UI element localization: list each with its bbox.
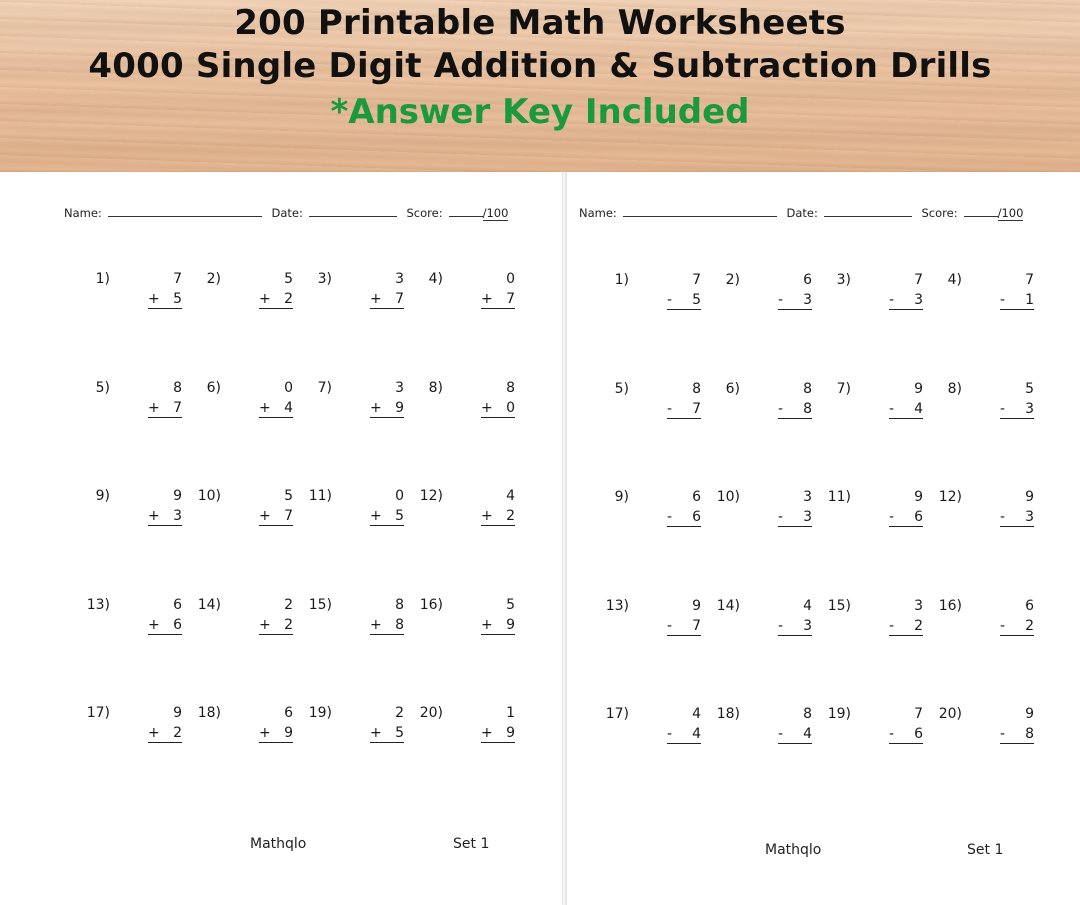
problem-top-operand: 7 bbox=[1025, 272, 1034, 288]
problem-bottom-row bbox=[778, 292, 812, 310]
operator-sign: + bbox=[259, 291, 271, 307]
problem-bottom-operand: 6 bbox=[173, 616, 182, 633]
problem-bottom-row bbox=[667, 509, 701, 527]
problem-top-operand: 6 bbox=[173, 596, 182, 613]
problem-number: 13) bbox=[605, 597, 629, 614]
math-problem bbox=[72, 488, 182, 538]
problem-bottom-operand: 6 bbox=[914, 509, 923, 525]
problem-number: 8) bbox=[947, 380, 962, 397]
problem-bottom-row bbox=[889, 401, 923, 419]
problem-number: 17) bbox=[605, 706, 629, 722]
problem-bottom-row bbox=[1000, 726, 1034, 744]
problem-bottom-operand: 2 bbox=[914, 617, 923, 634]
name-blank bbox=[108, 205, 262, 217]
problem-bottom-row bbox=[778, 618, 812, 636]
problem-top-operand: 8 bbox=[173, 379, 182, 396]
math-problem bbox=[405, 488, 515, 538]
problem-top-operand: 6 bbox=[803, 272, 812, 288]
banner-subtitle: *Answer Key Included bbox=[330, 92, 750, 132]
math-problem bbox=[72, 597, 182, 647]
math-problem bbox=[702, 598, 812, 648]
math-problem bbox=[702, 706, 812, 756]
problem-bottom-operand: 2 bbox=[284, 616, 293, 633]
problem-bottom-row bbox=[1000, 401, 1034, 419]
problem-top-operand: 7 bbox=[914, 706, 923, 722]
problem-bottom-operand: 9 bbox=[506, 725, 515, 741]
problem-top-operand: 5 bbox=[284, 271, 293, 287]
problem-top-operand: 0 bbox=[395, 488, 404, 504]
problem-bottom-operand: 5 bbox=[395, 508, 404, 524]
math-problem bbox=[405, 705, 515, 755]
problem-top-operand: 3 bbox=[395, 271, 404, 287]
date-label: Date: bbox=[271, 206, 303, 220]
math-problem bbox=[924, 706, 1034, 756]
banner-title-line1: 200 Printable Math Worksheets bbox=[234, 3, 846, 43]
math-problem bbox=[294, 597, 404, 647]
problem-bottom-row bbox=[778, 509, 812, 527]
problem-top-operand: 4 bbox=[692, 706, 701, 722]
banner-title-line2: 4000 Single Digit Addition & Subtraction Drills bbox=[88, 46, 992, 86]
problem-bottom-row bbox=[1000, 292, 1034, 310]
name-blank bbox=[623, 205, 777, 217]
operator-sign: + bbox=[370, 616, 382, 633]
problem-bottom-row bbox=[1000, 618, 1034, 636]
problem-bottom-row bbox=[778, 401, 812, 419]
math-problem bbox=[813, 489, 923, 539]
problem-bottom-operand: 7 bbox=[692, 400, 701, 417]
problem-bottom-operand: 3 bbox=[173, 508, 182, 524]
operator-sign: - bbox=[1000, 726, 1006, 742]
problem-bottom-row bbox=[889, 292, 923, 310]
problem-top-operand: 8 bbox=[395, 596, 404, 613]
problem-top-operand: 7 bbox=[914, 272, 923, 288]
name-label: Name: bbox=[579, 206, 617, 220]
problem-number: 18) bbox=[197, 705, 221, 721]
problem-bottom-operand: 7 bbox=[173, 399, 182, 416]
problem-number: 6) bbox=[206, 379, 221, 396]
problem-number: 15) bbox=[308, 596, 332, 613]
problem-top-operand: 1 bbox=[506, 705, 515, 721]
problem-number: 8) bbox=[428, 379, 443, 396]
problem-number: 12) bbox=[938, 489, 962, 505]
problem-bottom-operand: 3 bbox=[803, 509, 812, 525]
problem-bottom-row bbox=[667, 618, 701, 636]
problem-bottom-operand: 9 bbox=[395, 399, 404, 416]
problem-number: 2) bbox=[206, 271, 221, 287]
operator-sign: + bbox=[148, 291, 160, 307]
problem-bottom-row bbox=[370, 617, 404, 635]
problem-top-operand: 9 bbox=[914, 489, 923, 505]
operator-sign: - bbox=[778, 617, 784, 634]
problem-bottom-row bbox=[259, 508, 293, 526]
operator-sign: - bbox=[667, 617, 673, 634]
problem-bottom-operand: 7 bbox=[506, 291, 515, 307]
score-label: Score: bbox=[406, 206, 443, 220]
problem-number: 12) bbox=[419, 488, 443, 504]
math-problem bbox=[702, 489, 812, 539]
math-problem bbox=[183, 380, 293, 430]
problem-bottom-operand: 9 bbox=[506, 616, 515, 633]
worksheet-header bbox=[64, 205, 508, 220]
problem-bottom-operand: 2 bbox=[284, 291, 293, 307]
problem-number: 11) bbox=[827, 489, 851, 505]
problem-top-operand: 5 bbox=[506, 596, 515, 613]
problem-top-operand: 2 bbox=[395, 705, 404, 721]
problem-top-operand: 4 bbox=[803, 597, 812, 614]
operator-sign: + bbox=[481, 291, 493, 307]
problem-number: 16) bbox=[938, 597, 962, 614]
problem-bottom-row bbox=[259, 291, 293, 309]
operator-sign: + bbox=[481, 725, 493, 741]
operator-sign: - bbox=[778, 509, 784, 525]
operator-sign: - bbox=[889, 400, 895, 417]
problem-bottom-row bbox=[778, 726, 812, 744]
problem-top-operand: 9 bbox=[173, 705, 182, 721]
math-problem bbox=[591, 706, 701, 756]
problem-top-operand: 0 bbox=[506, 271, 515, 287]
problem-bottom-row bbox=[667, 401, 701, 419]
problem-bottom-row bbox=[259, 400, 293, 418]
math-problem bbox=[591, 272, 701, 322]
problem-top-operand: 9 bbox=[173, 488, 182, 504]
problem-bottom-row bbox=[148, 508, 182, 526]
operator-sign: - bbox=[889, 509, 895, 525]
problem-bottom-operand: 2 bbox=[1025, 617, 1034, 634]
problem-bottom-row bbox=[370, 508, 404, 526]
problem-bottom-row bbox=[667, 726, 701, 744]
problem-bottom-operand: 4 bbox=[803, 726, 812, 742]
problem-bottom-row bbox=[148, 725, 182, 743]
brand-label: Mathqlo bbox=[250, 836, 307, 852]
name-label: Name: bbox=[64, 206, 102, 220]
math-problem bbox=[813, 706, 923, 756]
problem-top-operand: 3 bbox=[914, 597, 923, 614]
problem-bottom-row bbox=[259, 617, 293, 635]
problem-number: 9) bbox=[95, 488, 110, 504]
set-label: Set 1 bbox=[967, 842, 1004, 858]
math-problem bbox=[702, 272, 812, 322]
math-problem bbox=[405, 380, 515, 430]
problem-number: 4) bbox=[428, 271, 443, 287]
math-problem bbox=[405, 597, 515, 647]
problem-number: 14) bbox=[197, 596, 221, 613]
problem-bottom-operand: 5 bbox=[395, 725, 404, 741]
problem-bottom-operand: 3 bbox=[914, 292, 923, 308]
operator-sign: - bbox=[889, 617, 895, 634]
math-problem bbox=[294, 488, 404, 538]
date-label: Date: bbox=[786, 206, 818, 220]
problem-top-operand: 7 bbox=[692, 272, 701, 288]
problem-bottom-operand: 6 bbox=[692, 509, 701, 525]
problem-number: 19) bbox=[308, 705, 332, 721]
problem-top-operand: 8 bbox=[692, 380, 701, 397]
worksheet-header bbox=[579, 205, 1023, 220]
problem-number: 20) bbox=[938, 706, 962, 722]
problem-number: 10) bbox=[716, 489, 740, 505]
problem-top-operand: 8 bbox=[506, 379, 515, 396]
set-label: Set 1 bbox=[453, 836, 490, 852]
problem-top-operand: 6 bbox=[284, 705, 293, 721]
score-label: Score: bbox=[921, 206, 958, 220]
problem-top-operand: 5 bbox=[284, 488, 293, 504]
problem-top-operand: 9 bbox=[914, 380, 923, 397]
math-problem bbox=[702, 381, 812, 431]
problem-top-operand: 3 bbox=[395, 379, 404, 396]
math-problem bbox=[924, 489, 1034, 539]
math-problem bbox=[183, 488, 293, 538]
math-problem bbox=[294, 380, 404, 430]
problem-number: 2) bbox=[725, 272, 740, 288]
operator-sign: + bbox=[148, 508, 160, 524]
math-problem bbox=[813, 598, 923, 648]
math-problem bbox=[924, 598, 1034, 648]
problem-bottom-row bbox=[148, 400, 182, 418]
score-total: /100 bbox=[997, 206, 1024, 220]
operator-sign: - bbox=[667, 292, 673, 308]
problem-number: 3) bbox=[836, 272, 851, 288]
problem-number: 15) bbox=[827, 597, 851, 614]
problem-bottom-row bbox=[481, 508, 515, 526]
problem-number: 13) bbox=[86, 596, 110, 613]
problem-bottom-operand: 4 bbox=[692, 726, 701, 742]
addition-worksheet bbox=[0, 172, 562, 905]
problem-bottom-operand: 8 bbox=[803, 400, 812, 417]
problem-bottom-operand: 7 bbox=[395, 291, 404, 307]
problem-bottom-row bbox=[889, 726, 923, 744]
problem-number: 3) bbox=[317, 271, 332, 287]
problem-top-operand: 2 bbox=[284, 596, 293, 613]
problem-top-operand: 0 bbox=[284, 379, 293, 396]
problem-bottom-row bbox=[370, 725, 404, 743]
problem-number: 9) bbox=[614, 489, 629, 505]
operator-sign: - bbox=[889, 726, 895, 742]
problem-number: 5) bbox=[614, 380, 629, 397]
problem-bottom-operand: 8 bbox=[395, 616, 404, 633]
operator-sign: + bbox=[370, 725, 382, 741]
math-problem bbox=[183, 271, 293, 321]
problem-bottom-operand: 2 bbox=[506, 508, 515, 524]
operator-sign: - bbox=[667, 400, 673, 417]
math-problem bbox=[924, 381, 1034, 431]
problem-bottom-row bbox=[667, 292, 701, 310]
problem-top-operand: 5 bbox=[1025, 380, 1034, 397]
problem-bottom-operand: 7 bbox=[284, 508, 293, 524]
problem-bottom-operand: 9 bbox=[284, 725, 293, 741]
problem-top-operand: 9 bbox=[692, 597, 701, 614]
operator-sign: + bbox=[259, 508, 271, 524]
brand-label: Mathqlo bbox=[765, 842, 822, 858]
operator-sign: + bbox=[370, 508, 382, 524]
math-problem bbox=[924, 272, 1034, 322]
problem-bottom-row bbox=[259, 725, 293, 743]
problem-bottom-operand: 5 bbox=[173, 291, 182, 307]
operator-sign: - bbox=[1000, 617, 1006, 634]
math-problem bbox=[591, 381, 701, 431]
problem-top-operand: 8 bbox=[803, 380, 812, 397]
math-problem bbox=[72, 271, 182, 321]
operator-sign: + bbox=[481, 508, 493, 524]
problem-number: 6) bbox=[725, 380, 740, 397]
math-problem bbox=[591, 598, 701, 648]
problem-number: 11) bbox=[308, 488, 332, 504]
problem-bottom-row bbox=[481, 617, 515, 635]
math-problem bbox=[294, 271, 404, 321]
problem-number: 10) bbox=[197, 488, 221, 504]
problem-number: 18) bbox=[716, 706, 740, 722]
operator-sign: + bbox=[259, 616, 271, 633]
problem-bottom-operand: 8 bbox=[1025, 726, 1034, 742]
problem-number: 19) bbox=[827, 706, 851, 722]
problem-top-operand: 6 bbox=[692, 489, 701, 505]
problem-number: 7) bbox=[317, 379, 332, 396]
operator-sign: + bbox=[148, 616, 160, 633]
operator-sign: - bbox=[778, 292, 784, 308]
problem-bottom-row bbox=[889, 618, 923, 636]
problem-number: 1) bbox=[95, 271, 110, 287]
subtraction-worksheet bbox=[566, 172, 1080, 905]
problem-bottom-operand: 2 bbox=[173, 725, 182, 741]
problem-bottom-operand: 1 bbox=[1025, 292, 1034, 308]
score-blank bbox=[964, 205, 998, 217]
operator-sign: - bbox=[889, 292, 895, 308]
problem-bottom-row bbox=[148, 617, 182, 635]
math-problem bbox=[183, 705, 293, 755]
problem-bottom-row bbox=[481, 725, 515, 743]
problem-number: 5) bbox=[95, 379, 110, 396]
operator-sign: - bbox=[1000, 292, 1006, 308]
banner bbox=[0, 0, 1080, 172]
problem-bottom-row bbox=[1000, 509, 1034, 527]
math-problem bbox=[813, 381, 923, 431]
problem-number: 20) bbox=[419, 705, 443, 721]
math-problem bbox=[294, 705, 404, 755]
problem-top-operand: 9 bbox=[1025, 489, 1034, 505]
problem-bottom-operand: 3 bbox=[803, 617, 812, 634]
operator-sign: + bbox=[148, 725, 160, 741]
operator-sign: - bbox=[778, 726, 784, 742]
problem-number: 14) bbox=[716, 597, 740, 614]
operator-sign: - bbox=[778, 400, 784, 417]
problem-bottom-operand: 3 bbox=[803, 292, 812, 308]
problem-bottom-row bbox=[481, 400, 515, 418]
problem-top-operand: 8 bbox=[803, 706, 812, 722]
problem-number: 4) bbox=[947, 272, 962, 288]
math-problem bbox=[813, 272, 923, 322]
problem-bottom-row bbox=[148, 291, 182, 309]
operator-sign: - bbox=[667, 726, 673, 742]
problem-bottom-operand: 7 bbox=[692, 617, 701, 634]
operator-sign: + bbox=[148, 399, 160, 416]
problem-number: 16) bbox=[419, 596, 443, 613]
operator-sign: + bbox=[481, 399, 493, 416]
math-problem bbox=[72, 705, 182, 755]
problem-bottom-operand: 4 bbox=[914, 400, 923, 417]
math-problem bbox=[183, 597, 293, 647]
problem-bottom-operand: 3 bbox=[1025, 400, 1034, 417]
problem-bottom-operand: 6 bbox=[914, 726, 923, 742]
operator-sign: + bbox=[259, 399, 271, 416]
operator-sign: + bbox=[370, 291, 382, 307]
math-problem bbox=[405, 271, 515, 321]
operator-sign: + bbox=[259, 725, 271, 741]
problem-top-operand: 4 bbox=[506, 488, 515, 504]
problem-top-operand: 6 bbox=[1025, 597, 1034, 614]
problem-bottom-row bbox=[370, 291, 404, 309]
operator-sign: + bbox=[481, 616, 493, 633]
problem-number: 7) bbox=[836, 380, 851, 397]
operator-sign: - bbox=[667, 509, 673, 525]
problem-bottom-row bbox=[370, 400, 404, 418]
problem-bottom-operand: 3 bbox=[1025, 509, 1034, 525]
problem-bottom-row bbox=[889, 509, 923, 527]
score-total: /100 bbox=[482, 206, 509, 220]
problem-bottom-operand: 4 bbox=[284, 399, 293, 416]
problem-bottom-row bbox=[481, 291, 515, 309]
score-blank bbox=[449, 205, 483, 217]
math-problem bbox=[72, 380, 182, 430]
problem-bottom-operand: 0 bbox=[506, 399, 515, 416]
problem-top-operand: 9 bbox=[1025, 706, 1034, 722]
operator-sign: - bbox=[1000, 509, 1006, 525]
problem-number: 1) bbox=[614, 272, 629, 288]
problem-bottom-operand: 5 bbox=[692, 292, 701, 308]
operator-sign: - bbox=[1000, 400, 1006, 417]
math-problem bbox=[591, 489, 701, 539]
date-blank bbox=[824, 205, 912, 217]
problem-number: 17) bbox=[86, 705, 110, 721]
date-blank bbox=[309, 205, 397, 217]
problem-top-operand: 7 bbox=[173, 271, 182, 287]
operator-sign: + bbox=[370, 399, 382, 416]
problem-top-operand: 3 bbox=[803, 489, 812, 505]
